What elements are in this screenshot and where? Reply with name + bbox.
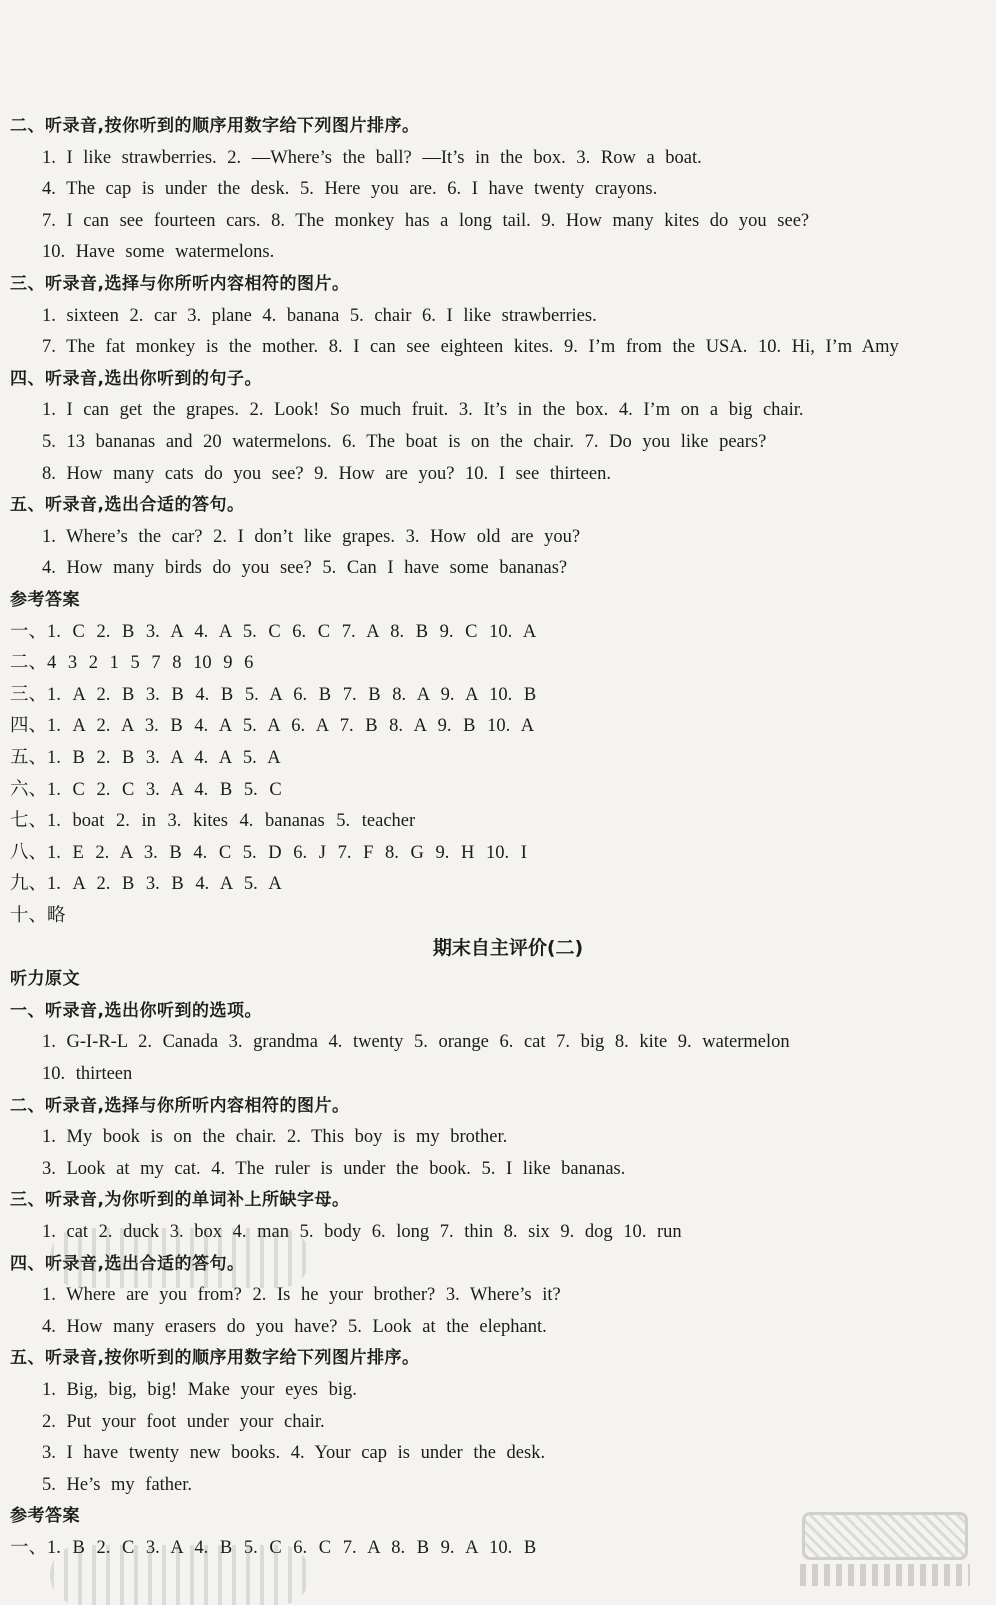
line-text: 十、略: [10, 906, 66, 926]
line-text: 八、1. E 2. A 3. B 4. C 5. D 6. J 7. F 8. G 9. H 10. I: [10, 842, 527, 863]
line-text: 4. The cap is under the desk. 5. Here you are. 6. I have twenty crayons.: [42, 179, 658, 200]
line-text: 1. Where are you from? 2. Is he your brother? 3. Where’s it?: [42, 1285, 561, 1306]
text-line: [0, 205, 996, 237]
text-line: [0, 1026, 996, 1058]
text-line: [0, 1406, 996, 1438]
answer-line: [0, 837, 996, 869]
watermark-answer-site: [790, 1512, 980, 1590]
line-text: 7. The fat monkey is the mother. 8. I can see eighteen kites. 9. I’m from the USA. 10. Hi, I’m Amy: [42, 337, 899, 358]
line-text: 8. How many cats do you see? 9. How are you? 10. I see thirteen.: [42, 463, 611, 484]
answer-line: [0, 900, 996, 932]
section-heading: [0, 1184, 996, 1216]
line-text: 三、听录音,选择与你所听内容相符的图片。: [10, 274, 350, 294]
line-text: 2. Put your foot under your chair.: [42, 1411, 325, 1432]
section-heading: [0, 584, 996, 616]
section-heading: [0, 1090, 996, 1122]
answer-line: [0, 774, 996, 806]
watermark-logo: [50, 1228, 310, 1288]
line-text: 3. I have twenty new books. 4. Your cap is under the desk.: [42, 1443, 546, 1464]
line-text: 1. Big, big, big! Make your eyes big.: [42, 1380, 357, 1400]
section-heading: [0, 489, 996, 521]
text-line: [0, 173, 996, 205]
section-heading: [0, 268, 996, 300]
line-text: 四、听录音,选出你听到的句子。: [10, 368, 262, 389]
section-heading: [0, 110, 996, 142]
text-line: [0, 1058, 996, 1090]
line-text: 一、1. B 2. C 3. A 4. B 5. C 6. C 7. A 8. B 9. A 10. B: [10, 1538, 537, 1558]
text-line: [0, 142, 996, 174]
line-text: 1. sixteen 2. car 3. plane 4. banana 5. chair 6. I like strawberries.: [42, 305, 597, 326]
section-heading: [0, 363, 996, 395]
line-text: 期末自主评价(二): [432, 936, 584, 959]
line-text: 1. My book is on the chair. 2. This boy is my brother.: [42, 1127, 508, 1148]
line-text: 参考答案: [10, 590, 80, 610]
answer-line: [0, 868, 996, 900]
answer-line: [0, 647, 996, 679]
answer-line: [0, 616, 996, 648]
line-text: 3. Look at my cat. 4. The ruler is under the book. 5. I like bananas.: [42, 1158, 626, 1179]
answer-line: [0, 742, 996, 774]
line-text: 7. I can see fourteen cars. 8. The monkey has a long tail. 9. How many kites do you see?: [42, 210, 810, 231]
text-line: [0, 1374, 996, 1406]
line-text: 四、1. A 2. A 3. B 4. A 5. A 6. A 7. B 8. A 9. B 10. A: [10, 716, 535, 737]
text-line: [0, 236, 996, 268]
line-text: 九、1. A 2. B 3. B 4. A 5. A: [10, 874, 282, 895]
section-title: [0, 932, 996, 964]
section-heading: [0, 1342, 996, 1374]
line-text: 五、听录音,选出合适的答句。: [10, 495, 245, 516]
text-line: [0, 1311, 996, 1343]
answer-line: [0, 805, 996, 837]
answer-line: [0, 679, 996, 711]
watermark-logo: [50, 1545, 310, 1605]
text-line: [0, 1153, 996, 1185]
text-line: [0, 1437, 996, 1469]
line-text: 五、1. B 2. B 3. A 4. A 5. A: [10, 748, 281, 768]
text-line: [0, 1469, 996, 1501]
line-text: 1. G-I-R-L 2. Canada 3. grandma 4. twenty 5. orange 6. cat 7. big 8. kite 9. watermelon: [42, 1032, 790, 1053]
line-text: 五、听录音,按你听到的顺序用数字给下列图片排序。: [10, 1348, 420, 1369]
text-line: [0, 300, 996, 332]
line-text: 5. He’s my father.: [42, 1474, 193, 1495]
line-text: 二、听录音,按你听到的顺序用数字给下列图片排序。: [10, 116, 420, 136]
text-line: [0, 552, 996, 584]
line-text: 三、听录音,为你听到的单词补上所缺字母。: [10, 1190, 350, 1211]
text-line: [0, 331, 996, 363]
text-line: [0, 1121, 996, 1153]
line-text: 1. cat 2. duck 3. box 4. man 5. body 6. long 7. thin 8. six 9. dog 10. run: [42, 1222, 682, 1242]
line-text: 二、4 3 2 1 5 7 8 10 9 6: [10, 653, 254, 674]
section-heading: [0, 963, 996, 995]
line-text: 10. Have some watermelons.: [42, 242, 275, 263]
section-heading: [0, 995, 996, 1027]
line-text: 一、听录音,选出你听到的选项。: [10, 1000, 262, 1021]
line-text: 三、1. A 2. B 3. B 4. B 5. A 6. B 7. B 8. A 9. A 10. B: [10, 684, 537, 705]
line-text: 一、1. C 2. B 3. A 4. A 5. C 6. C 7. A 8. B 9. C 10. A: [10, 621, 537, 642]
text-line: [0, 458, 996, 490]
text-line: [0, 521, 996, 553]
line-text: 听力原文: [10, 969, 80, 990]
line-text: 六、1. C 2. C 3. A 4. B 5. C: [10, 779, 282, 800]
line-text: 4. How many birds do you see? 5. Can I have some bananas?: [42, 558, 568, 579]
line-text: 4. How many erasers do you have? 5. Look at the elephant.: [42, 1316, 547, 1337]
line-text: 二、听录音,选择与你所听内容相符的图片。: [10, 1095, 350, 1116]
line-text: 四、听录音,选出合适的答句。: [10, 1253, 245, 1274]
line-text: 1. I can get the grapes. 2. Look! So much fruit. 3. It’s in the box. 4. I’m on a big chair.: [42, 400, 804, 421]
line-text: 5. 13 bananas and 20 watermelons. 6. The boat is on the chair. 7. Do you like pears?: [42, 432, 767, 452]
line-text: 10. thirteen: [42, 1064, 133, 1084]
line-text: 1. I like strawberries. 2. —Where’s the ball? —It’s in the box. 3. Row a boat.: [42, 147, 702, 168]
line-text: 七、1. boat 2. in 3. kites 4. bananas 5. teacher: [10, 811, 416, 832]
text-line: [0, 426, 996, 458]
text-line: [0, 394, 996, 426]
line-text: 1. Where’s the car? 2. I don’t like grapes. 3. How old are you?: [42, 526, 581, 547]
answer-line: [0, 710, 996, 742]
line-text: 参考答案: [10, 1506, 80, 1527]
